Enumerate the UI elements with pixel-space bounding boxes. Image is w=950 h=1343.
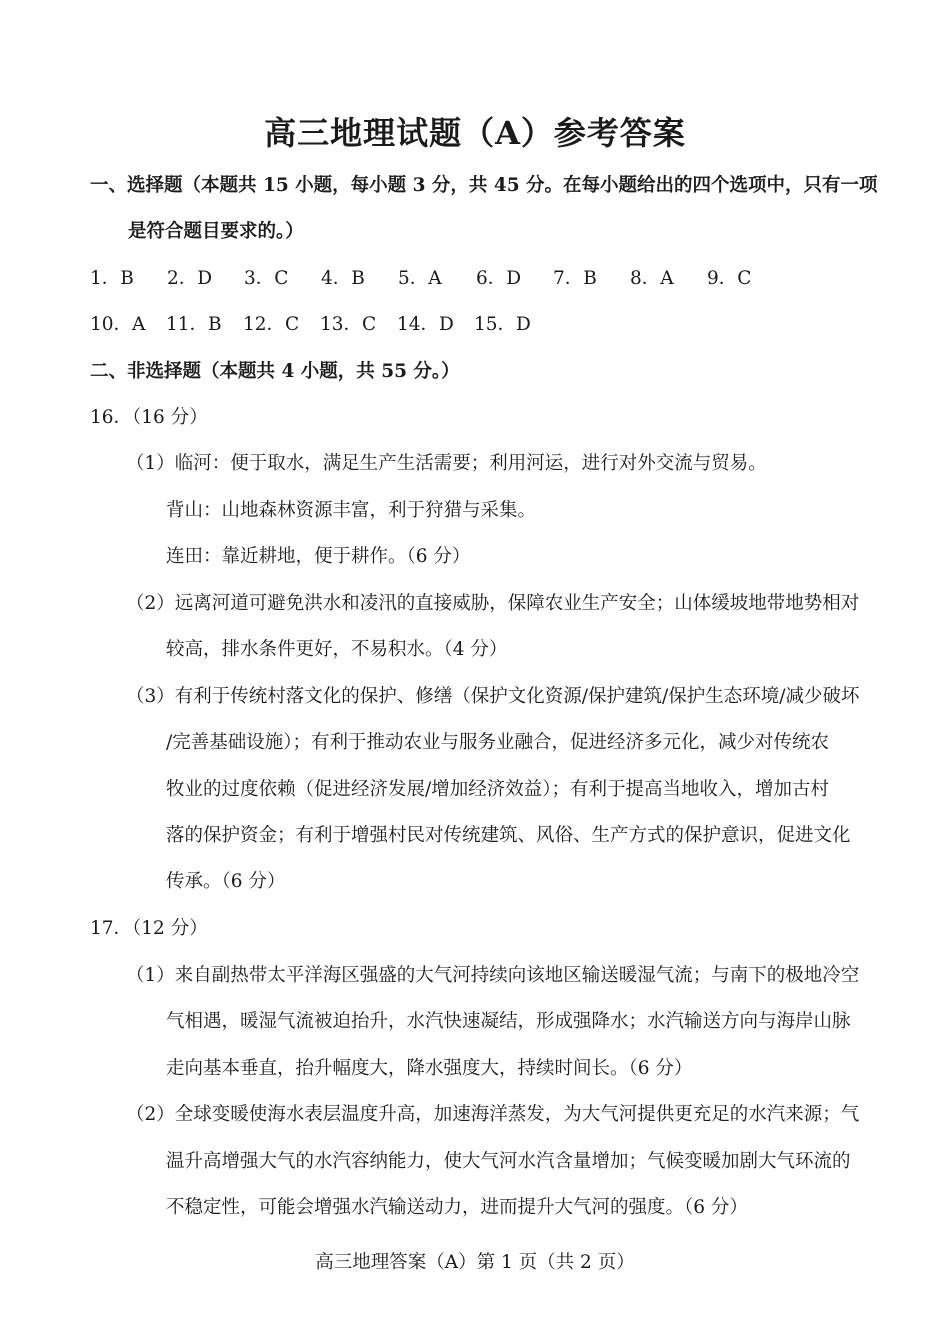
mc-answer: 2．D	[167, 268, 213, 289]
q17-part1-line1: （1）来自副热带太平洋海区强盛的大气河持续向该地区输送暖湿气流；与南下的极地冷空	[126, 965, 860, 986]
q16-label: 16．（16 分）	[90, 407, 208, 428]
q16-part1-line3: 连田：靠近耕地，便于耕作。（6 分）	[166, 546, 471, 567]
q17-part1-line3: 走向基本垂直，抬升幅度大，降水强度大，持续时间长。（6 分）	[166, 1058, 693, 1079]
mc-answer: 8．A	[630, 268, 674, 289]
mc-answer: 10．A	[90, 314, 146, 335]
section1-heading-line1: 一、选择题（本题共 15 小题，每小题 3 分，共 45 分。在每小题给出的四个选项中，只有一项	[90, 175, 878, 196]
q17-part2-line1: （2）全球变暖使海水表层温度升高，加速海洋蒸发，为大气河提供更充足的水汽来源；气	[126, 1104, 860, 1125]
q16-part2-line2: 较高，排水条件更好，不易积水。（4 分）	[166, 639, 508, 660]
mc-answer: 13．C	[320, 314, 377, 335]
q17-part2-line3: 不稳定性，可能会增强水汽输送动力，进而提升大气河的强度。（6 分）	[166, 1197, 748, 1218]
q16-part3-line5: 传承。（6 分）	[166, 871, 286, 892]
q17-part1-line2: 气相遇，暖湿气流被迫抬升，水汽快速凝结，形成强降水；水汽输送方向与海岸山脉	[166, 1011, 851, 1032]
mc-answer: 3．C	[244, 268, 289, 289]
q16-part3-line1: （3）有利于传统村落文化的保护、修缮（保护文化资源/保护建筑/保护生态环境/减少破坏	[126, 686, 860, 707]
q17-label: 17．（12 分）	[90, 918, 208, 939]
page-footer: 高三地理答案（A）第 1 页（共 2 页）	[315, 1252, 635, 1273]
q16-part1-line1: （1）临河：便于取水，满足生产生活需要；利用河运，进行对外交流与贸易。	[126, 453, 767, 474]
q16-part3-line3: 牧业的过度依赖（促进经济发展/增加经济效益）；有利于提高当地收入，增加古村	[166, 779, 829, 800]
page-title: 高三地理试题（A）参考答案	[264, 114, 686, 152]
q16-part2-line1: （2）远离河道可避免洪水和凌汛的直接威胁，保障农业生产安全；山体缓坡地带地势相对	[126, 593, 860, 614]
mc-answer: 14．D	[397, 314, 454, 335]
mc-answer: 7．B	[553, 268, 597, 289]
mc-answer: 6．D	[476, 268, 522, 289]
mc-answer: 12．C	[243, 314, 300, 335]
q16-part3-line2: /完善基础设施）；有利于推动农业与服务业融合，促进经济多元化，减少对传统农	[166, 732, 829, 753]
section1-heading-line2: 是符合题目要求的。）	[128, 221, 304, 242]
mc-answer: 4．B	[321, 268, 365, 289]
section2-heading: 二、非选择题（本题共 4 小题，共 55 分。）	[90, 361, 460, 382]
q16-part1-line2: 背山：山地森林资源丰富，利于狩猎与采集。	[166, 500, 537, 521]
mc-answer: 5．A	[398, 268, 442, 289]
q17-part2-line2: 温升高增强大气的水汽容纳能力，使大气河水汽含量增加；气候变暖加剧大气环流的	[166, 1151, 851, 1172]
mc-answer: 1．B	[90, 268, 134, 289]
mc-answer: 11．B	[166, 314, 222, 335]
q16-part3-line4: 落的保护资金；有利于增强村民对传统建筑、风俗、生产方式的保护意识，促进文化	[166, 825, 851, 846]
mc-answer: 9．C	[707, 268, 752, 289]
mc-answer: 15．D	[474, 314, 531, 335]
